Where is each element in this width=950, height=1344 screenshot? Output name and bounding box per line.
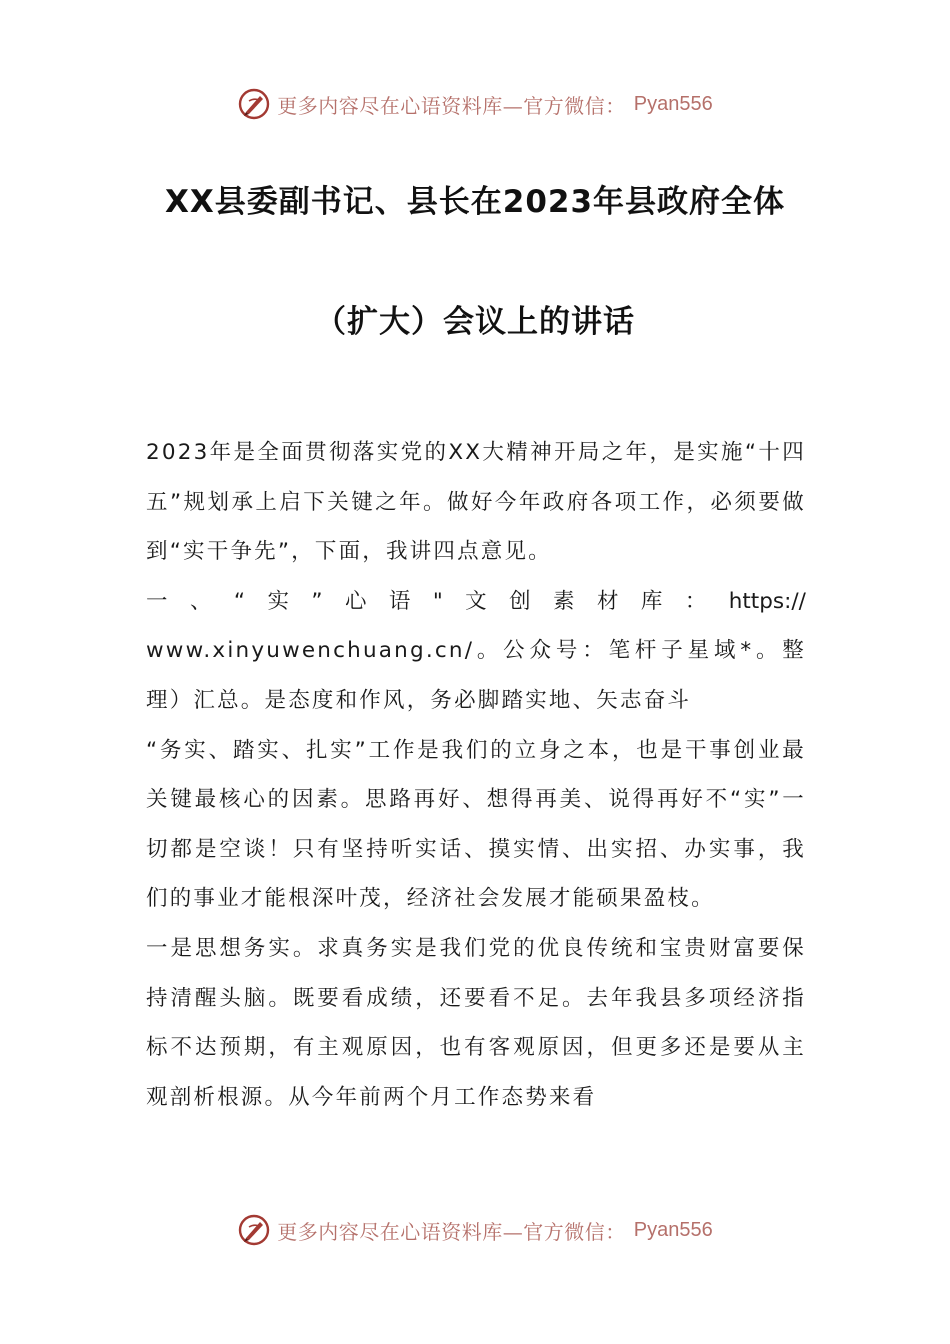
watermark-wechat-id: Pyan556 <box>633 92 713 115</box>
paragraph-intro: 2023年是全面贯彻落实党的XX大精神开局之年，是实施“十四五”规划承上启下关键之年。做好今年政府各项工作，必须要做到“实干争先”，下面，我讲四点意见。 <box>146 440 806 565</box>
watermark-text: 更多内容尽在心语资料库—官方微信： <box>277 1219 626 1244</box>
quill-pen-icon <box>237 1213 271 1247</box>
heading-char: 库 <box>640 588 663 614</box>
heading-char: ： <box>684 588 707 614</box>
document-title-line-1: XX县委副书记、县长在2023年县政府全体 <box>164 184 786 220</box>
document-body <box>146 428 806 1122</box>
heading-char: 素 <box>553 588 575 614</box>
heading-char: ” <box>311 588 323 614</box>
heading-char: “ <box>233 588 246 614</box>
footer-watermark <box>0 1210 950 1250</box>
quill-pen-icon <box>237 87 271 121</box>
paragraph-section-one-heading-cont: www.xinyuwenchuang.cn/。公众号：笔杆子星域*。整理）汇总。是态度和作风，务必脚踏实地、矢志奋斗 <box>146 638 806 713</box>
heading-char: 创 <box>509 588 531 614</box>
heading-char: 、 <box>189 588 212 614</box>
header-watermark <box>0 84 950 124</box>
heading-char: 材 <box>596 588 619 614</box>
heading-char: 心 <box>344 588 367 614</box>
heading-char: 语 <box>388 588 411 614</box>
heading-char: 一 <box>146 588 168 614</box>
heading-char: 实 <box>267 588 289 614</box>
document-title-line-2: （扩大）会议上的讲话 <box>315 304 635 340</box>
paragraph-pragmatic-work: “务实、踏实、扎实”工作是我们的立身之本，也是干事创业最关键最核心的因素。思路再好、想得再美、说得再好不“实”一切都是空谈！只有坚持听实话、摸实情、出实招、办实事，我们的事业才能根深叶茂，经济社会发展才能硕果盈枝。 <box>146 737 806 912</box>
paragraph-section-one-heading <box>146 577 806 627</box>
heading-char: " <box>432 588 443 614</box>
watermark-wechat-id: Pyan556 <box>633 1218 713 1241</box>
heading-char: 文 <box>465 588 487 614</box>
paragraph-thinking-pragmatic: 一是思想务实。求真务实是我们党的优良传统和宝贵财富要保持清醒头脑。既要看成绩，还要看不足。去年我县多项经济指标不达预期，有主观原因，也有客观原因，但更多还是要从主观剖析根源。从今年前两个月工作态势来看 <box>146 935 806 1110</box>
watermark-text: 更多内容尽在心语资料库—官方微信： <box>277 93 626 118</box>
heading-char: https:// <box>728 588 806 614</box>
